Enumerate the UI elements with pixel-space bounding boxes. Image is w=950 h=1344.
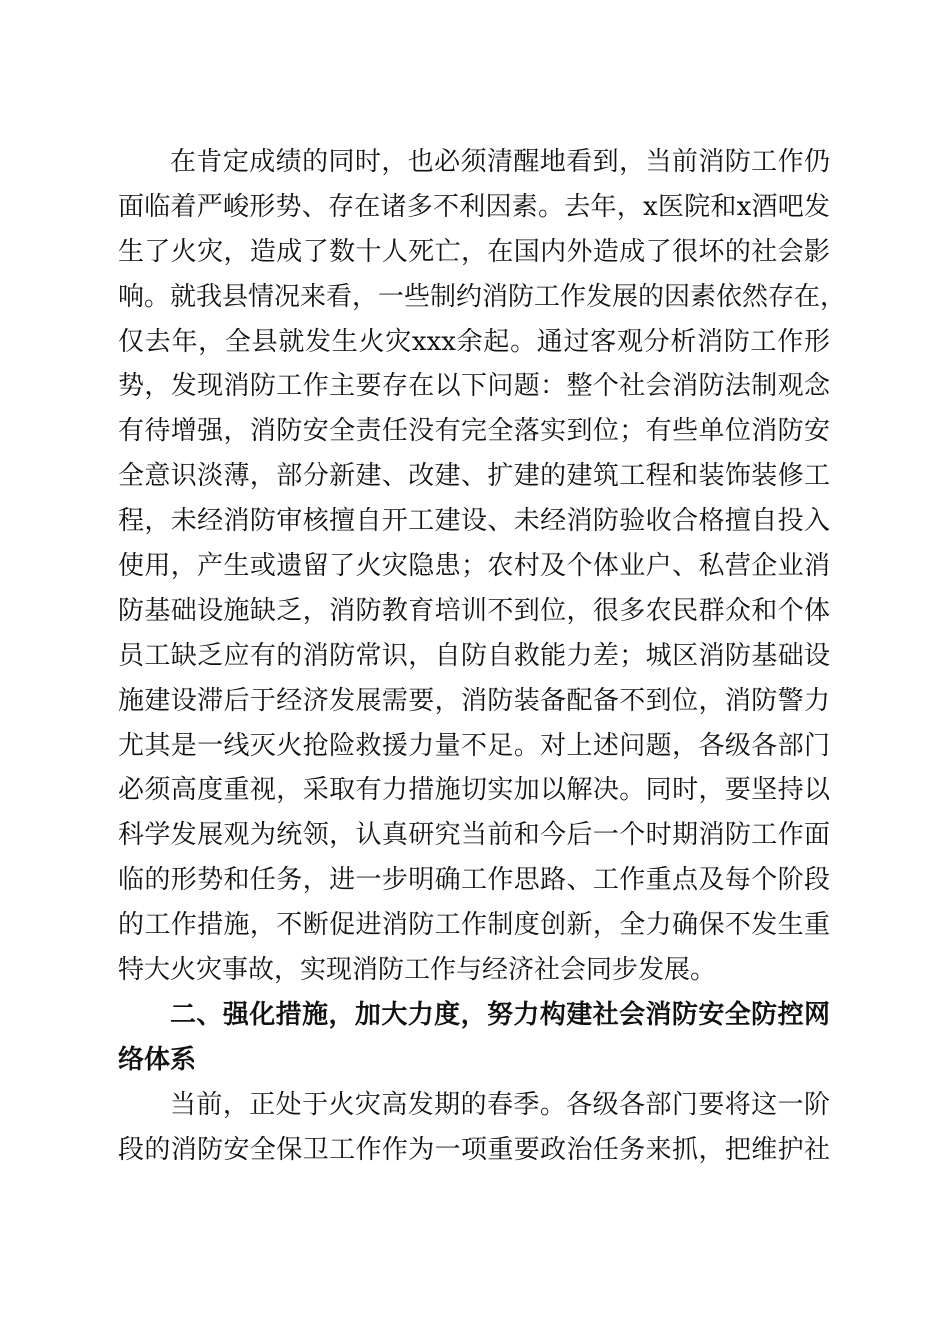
text-line: 在肯定成绩的同时，也必须清醒地看到，当前消防工作仍 <box>170 147 830 177</box>
paragraph-fire-safety-situation <box>118 140 847 993</box>
text-line: 施建设滞后于经济发展需要，消防装备配备不到位，消防警力 <box>118 685 830 716</box>
text-line: 临的形势和任务，进一步明确工作思路、工作重点及每个阶段 <box>118 865 830 896</box>
text-line: 尤其是一线灭火抢险救援力量不足。对上述问题，各级各部门 <box>118 730 830 761</box>
text-line: 必须高度重视，采取有力措施切实加以解决。同时，要坚持以 <box>118 775 830 806</box>
text-line: 面临着严峻形势、存在诸多不利因素。去年，x医院和x酒吧发 <box>118 191 830 222</box>
text-line: 防基础设施缺乏，消防教育培训不到位，很多农民群众和个体 <box>118 595 830 626</box>
paragraph-spring-fire-season <box>118 1083 830 1173</box>
text-line: 的工作措施，不断促进消防工作制度创新，全力确保不发生重 <box>118 910 830 941</box>
text-line: 当前，正处于火灾高发期的春季。各级各部门要将这一阶 <box>170 1089 830 1120</box>
text-line: 势，发现消防工作主要存在以下问题：整个社会消防法制观念 <box>118 371 830 402</box>
text-line: 生了火灾，造成了数十人死亡，在国内外造成了很坏的社会影 <box>118 236 830 267</box>
heading-line: 二、强化措施，加大力度，努力构建社会消防安全防控网 <box>170 999 830 1030</box>
text-line: 使用，产生或遗留了火灾隐患；农村及个体业户、私营企业消 <box>118 551 830 582</box>
heading-line-last: 络体系 <box>118 1044 197 1075</box>
text-line: 响。就我县情况来看，一些制约消防工作发展的因素依然存在， <box>118 281 847 312</box>
text-line-last: 特大火灾事故，实现消防工作与经济社会同步发展。 <box>118 955 717 986</box>
text-line: 段的消防安全保卫工作作为一项重要政治任务来抓，把维护社 <box>118 1134 830 1165</box>
section-heading <box>118 993 830 1083</box>
text-line: 科学发展观为统领，认真研究当前和今后一个时期消防工作面 <box>118 820 830 851</box>
text-line: 全意识淡薄，部分新建、改建、扩建的建筑工程和装饰装修工 <box>118 461 830 492</box>
text-line: 仅去年，全县就发生火灾xxx余起。通过客观分析消防工作形 <box>118 326 830 357</box>
document-body <box>118 140 847 1172</box>
text-line: 有待增强，消防安全责任没有完全落实到位；有些单位消防安 <box>118 416 830 447</box>
text-line: 员工缺乏应有的消防常识，自防自救能力差；城区消防基础设 <box>118 640 830 671</box>
text-line: 程，未经消防审核擅自开工建设、未经消防验收合格擅自投入 <box>118 506 830 537</box>
